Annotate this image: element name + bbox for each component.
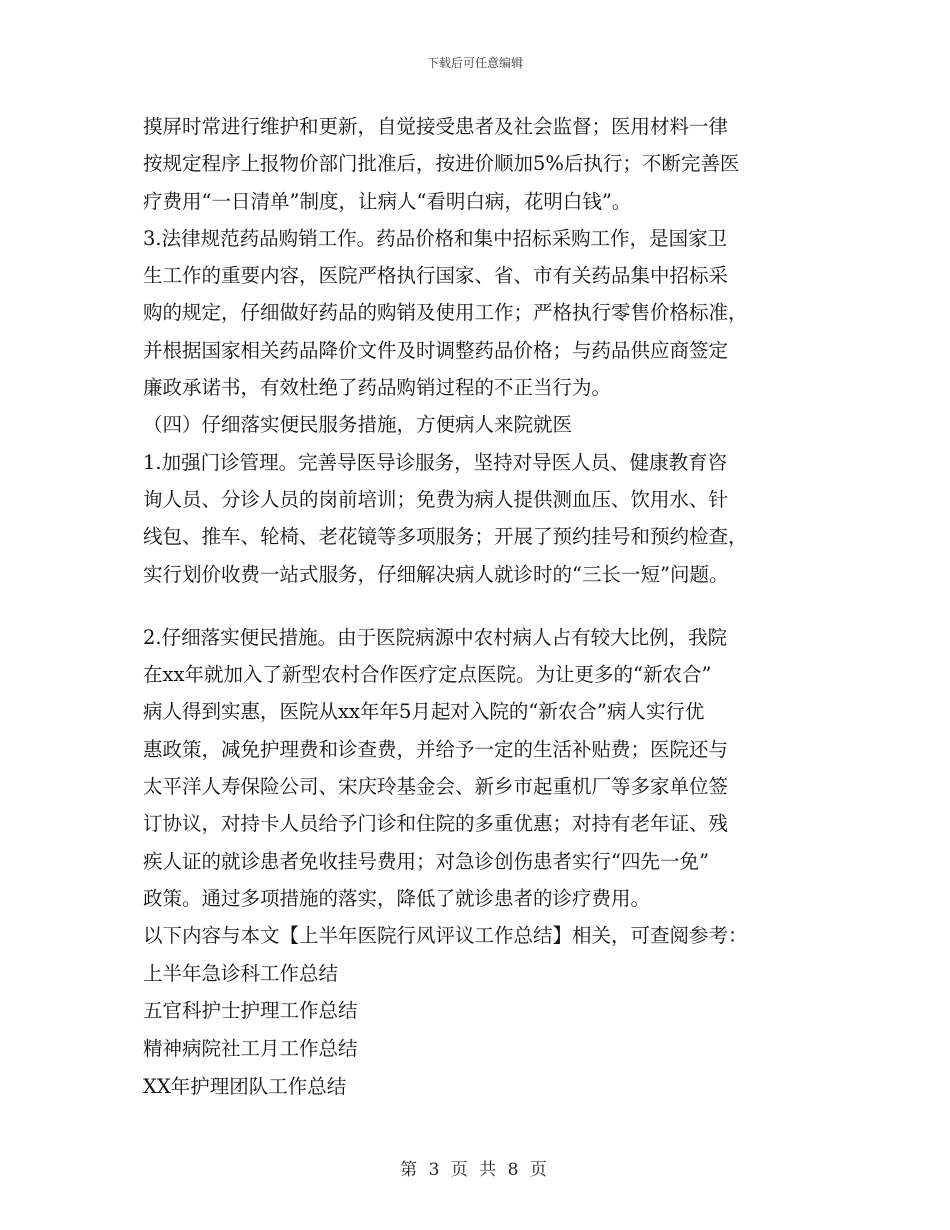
body-line: 疾人证的就诊患者免收挂号费用；对急诊创伤患者实行“四先一免”	[143, 849, 709, 873]
body-line: 3.法律规范药品购销工作。药品价格和集中招标采购工作，是国家卫	[143, 226, 728, 250]
related-list	[143, 955, 813, 1105]
section-heading: （四）仔细落实便民服务措施，方便病人来院就医	[143, 413, 573, 437]
body-line: 生工作的重要内容，医院严格执行国家、省、市有关药品集中招标采	[143, 264, 729, 288]
related-link[interactable]: XX年护理团队工作总结	[143, 1074, 347, 1098]
related-link[interactable]: 精神病院社工月工作总结	[143, 1037, 358, 1061]
body-line: 实行划价收费一站式服务，仔细解决病人就诊时的“三长一短”问题。	[143, 562, 729, 586]
related-link[interactable]: 上半年急诊科工作总结	[143, 961, 339, 985]
body-line: 政策。通过多项措施的落实，降低了就诊患者的诊疗费用。	[143, 886, 651, 910]
body-line: 订协议，对持卡人员给予门诊和住院的多重优惠；对持有老年证、残	[143, 812, 729, 836]
paragraph-gap	[143, 593, 813, 619]
body-line: 在xx年就加入了新型农村合作医疗定点医院。为让更多的“新农合”	[143, 663, 712, 687]
page-number: 第 3 页 共 8 页	[400, 1160, 550, 1180]
document-body	[143, 108, 813, 1105]
body-line: 线包、推车、轮椅、老花镜等多项服务；开展了预约挂号和预约检查，	[143, 525, 748, 549]
body-line: 2.仔细落实便民措施。由于医院病源中农村病人占有较大比例，我院	[143, 625, 728, 649]
body-line: 询人员、分诊人员的岗前培训；免费为病人提供测血压、饮用水、针	[143, 487, 729, 511]
body-line: 惠政策，减免护理费和诊查费，并给予一定的生活补贴费；医院还与	[143, 737, 729, 761]
body-line: 病人得到实惠，医院从xx年年5月起对入院的“新农合”病人实行优	[143, 700, 705, 724]
body-line: 购的规定，仔细做好药品的购销及使用工作；严格执行零售价格标准，	[143, 301, 748, 325]
body-line: 并根据国家相关药品降价文件及时调整药品价格；与药品供应商签定	[143, 338, 729, 362]
body-line: 疗费用“一日清单”制度，让病人“看明白病，花明白钱”。	[143, 189, 632, 213]
related-link[interactable]: 五官科护士护理工作总结	[143, 999, 358, 1023]
body-line: 1.加强门诊管理。完善导医导诊服务，坚持对导医人员、健康教育咨	[143, 450, 728, 474]
related-intro: 以下内容与本文【上半年医院行风评议工作总结】相关，可查阅参考：	[143, 924, 748, 948]
page-header: 下载后可任意编辑	[426, 56, 523, 70]
body-line: 太平洋人寿保险公司、宋庆玲基金会、新乡市起重机厂等多家单位签	[143, 775, 729, 799]
body-line: 按规定程序上报物价部门批准后，按进价顺加5%后执行；不断完善医	[143, 152, 740, 176]
body-line: 摸屏时常进行维护和更新，自觉接受患者及社会监督；医用材料一律	[143, 115, 729, 138]
body-line: 廉政承诺书，有效杜绝了药品购销过程的不正当行为。	[143, 376, 612, 400]
